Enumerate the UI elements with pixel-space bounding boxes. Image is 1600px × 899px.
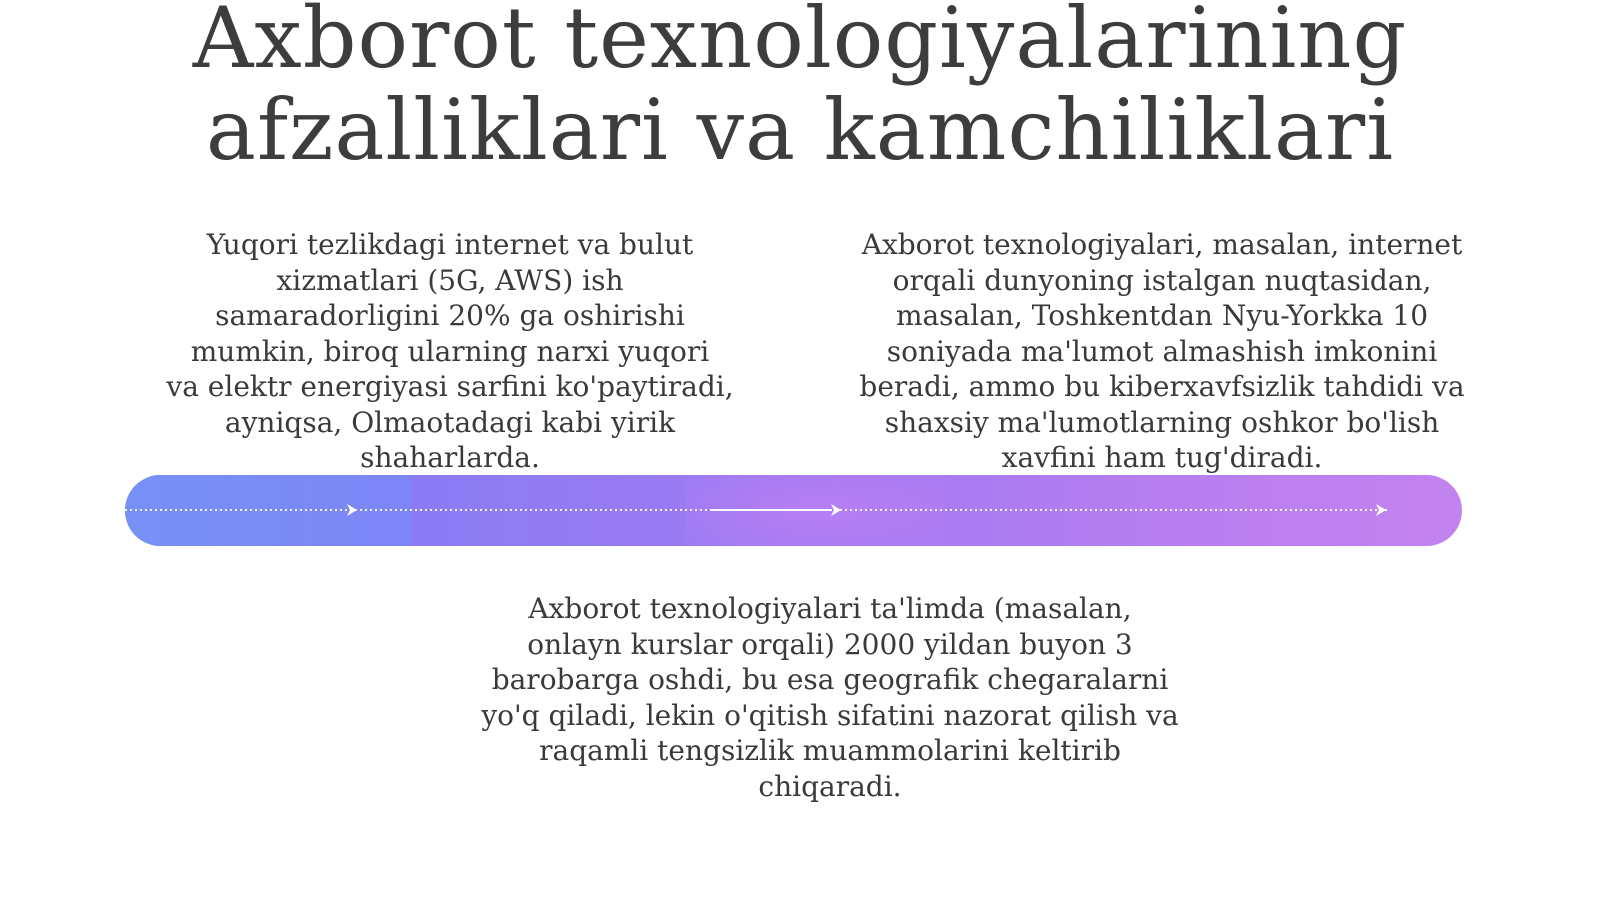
paragraph-line: shaharlarda. (360, 441, 540, 474)
title-line-1: Axborot texnologiyalarining (192, 0, 1408, 87)
paragraph-line: Axborot texnologiyalari ta'limda (masalan, (528, 592, 1132, 625)
paragraph-line: samaradorligini 20% ga oshirishi (215, 299, 685, 332)
paragraph-line: beradi, ammo bu kiberxavfsizlik tahdidi va (859, 370, 1465, 403)
paragraph-line: orqali dunyoning istalgan nuqtasidan, (892, 263, 1432, 297)
arrow-right-icon (831, 504, 841, 516)
paragraph-line: raqamli tengsizlik muammolarini keltirib (539, 734, 1121, 767)
paragraph-line: yo'q qiladi, lekin o'qitish sifatini nazorat qilish va (481, 698, 1179, 732)
paragraph-line: Axborot texnologiyalari, masalan, internet (861, 228, 1463, 261)
arrow-right-icon (1376, 504, 1386, 516)
paragraph-line: chiqaradi. (758, 769, 902, 803)
paragraph-line: xizmatlari (5G, AWS) ish (276, 263, 624, 297)
paragraph-line: va elektr energiyasi sarfini ko'paytiradi, (166, 370, 734, 403)
paragraph-right (842, 227, 1482, 476)
title-line-2: afzalliklari va kamchiliklari (205, 81, 1395, 179)
paragraph-line: mumkin, biroq ularning narxi yuqori (190, 334, 710, 368)
paragraph-line: barobarga oshdi, bu esa geografik chegaralarni (491, 663, 1169, 696)
timeline-bar (125, 475, 1462, 546)
paragraph-line: onlayn kurslar orqali) 2000 yildan buyon 3 (527, 627, 1133, 661)
paragraph-line: shaxsiy ma'lumotlarning oshkor bo'lish (884, 405, 1440, 439)
arrow-right-icon (347, 504, 357, 516)
paragraph-bottom (420, 591, 1240, 804)
paragraph-line: ayniqsa, Olmaotadagi kabi yirik (224, 405, 676, 439)
paragraph-left (140, 227, 760, 476)
paragraph-line: soniyada ma'lumot almashish imkonini (886, 334, 1438, 368)
paragraph-line: xavfini ham tug'diradi. (1001, 441, 1323, 474)
paragraph-line: masalan, Toshkentdan Nyu-Yorkka 10 (895, 299, 1429, 332)
page-title (0, 0, 1600, 179)
timeline-track (125, 475, 1462, 546)
paragraph-line: Yuqori tezlikdagi internet va bulut (206, 228, 694, 261)
